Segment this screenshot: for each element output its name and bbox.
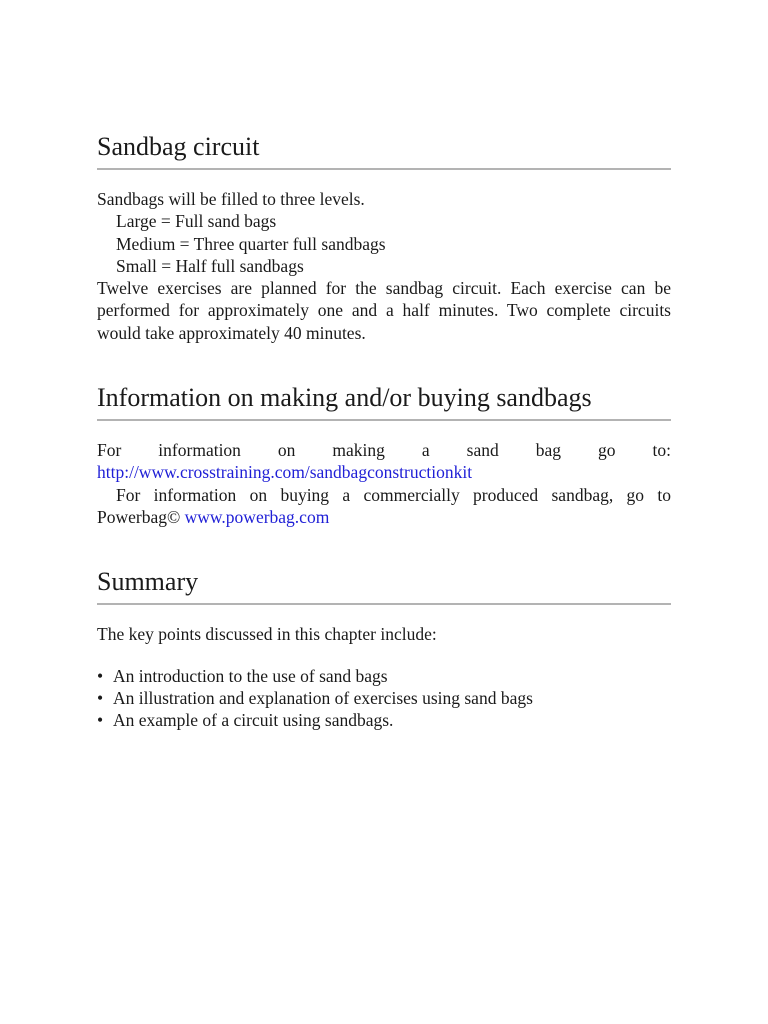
section-sandbag-info [97, 381, 671, 528]
bullet-icon: • [97, 710, 104, 731]
making-link-line [97, 461, 671, 483]
section-heading: Summary [97, 565, 671, 605]
section-body [97, 188, 671, 344]
buying-info-paragraph [97, 484, 671, 529]
section-heading: Sandbag circuit [97, 130, 671, 170]
level-item-medium: Medium = Three quarter full sandbags [116, 233, 386, 254]
list-item [97, 687, 671, 709]
level-item-small: Small = Half full sandbags [116, 255, 304, 276]
list-item-text: An introduction to the use of sand bags [113, 665, 388, 686]
section-sandbag-circuit [97, 130, 671, 344]
powerbag-link[interactable]: www.powerbag.com [184, 506, 330, 527]
section-body [97, 439, 671, 528]
section-summary [97, 565, 671, 731]
section-body [97, 623, 671, 731]
document-page [97, 130, 671, 731]
section-heading: Information on making and/or buying sandbags [97, 381, 671, 421]
buying-info-text: For information on buying a commercially produced sandbag, go to Powerbag© [97, 484, 671, 527]
crosstraining-link[interactable]: http://www.crosstraining.com/sandbagconstructionkit [97, 462, 473, 483]
intro-text: Sandbags will be filled to three levels. [97, 189, 365, 209]
list-item-text: An example of a circuit using sandbags. [113, 710, 394, 731]
making-info-text: For information on making a sand bag go to: [97, 440, 671, 461]
level-item-large: Large = Full sand bags [116, 211, 277, 232]
list-item [97, 709, 671, 731]
bullet-icon: • [97, 687, 104, 708]
list-item-text: An illustration and explanation of exercises using sand bags [113, 687, 533, 708]
list-item [97, 665, 671, 687]
summary-list [97, 665, 671, 732]
circuit-paragraph: Twelve exercises are planned for the sandbag circuit. Each exercise can be performed for approximately one and a half minutes. Two complete circuits would take approximately 40 minutes. [97, 278, 671, 343]
bullet-icon: • [97, 665, 104, 686]
summary-intro: The key points discussed in this chapter include: [97, 624, 437, 645]
